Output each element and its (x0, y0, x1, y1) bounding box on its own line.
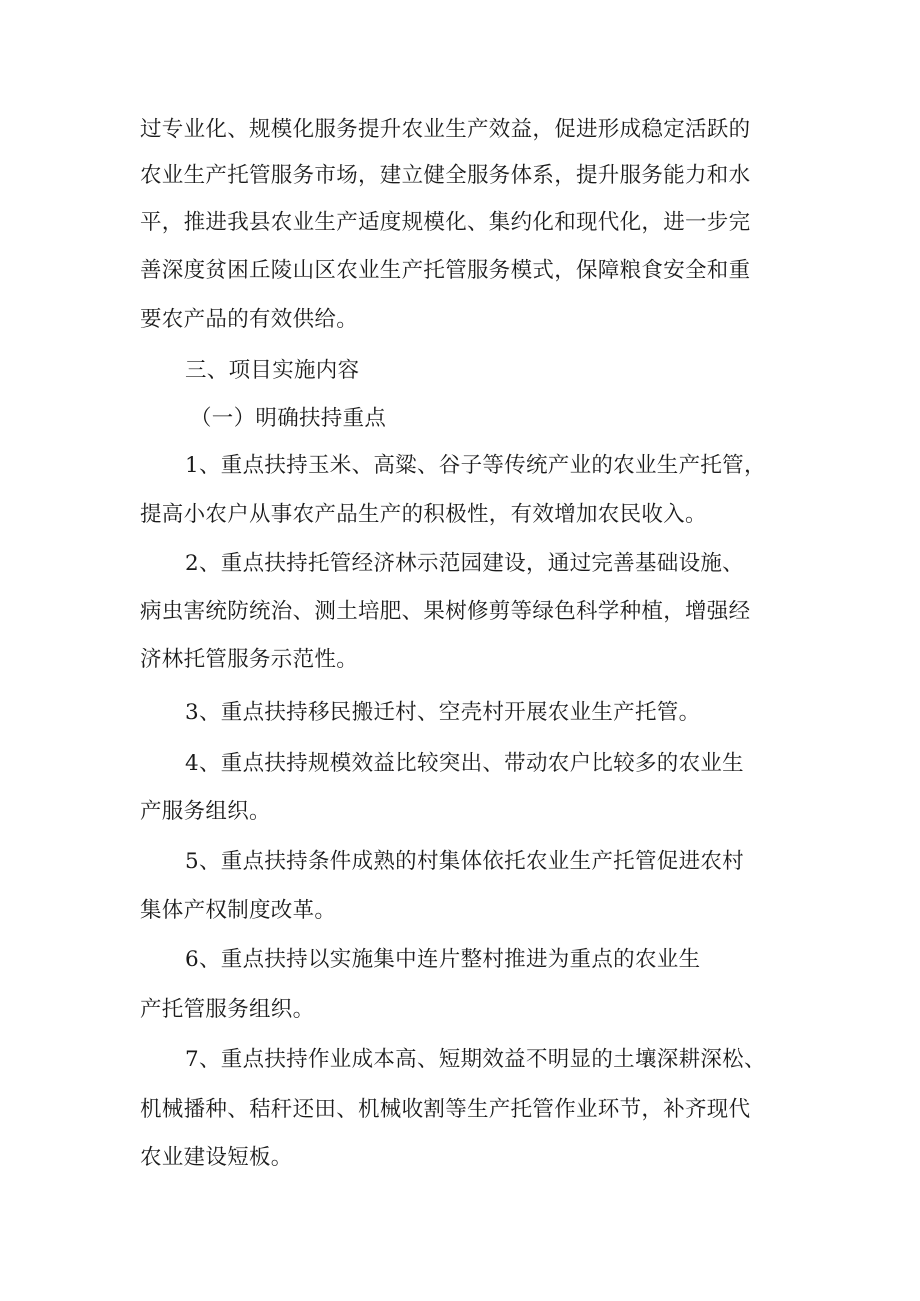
paragraph-line: 善深度贫困丘陵山区农业生产托管服务模式，保障粮食安全和重 (140, 258, 751, 283)
paragraph-line: 要农产品的有效供给。 (140, 307, 359, 332)
list-item: 2、重点扶持托管经济林示范园建设，通过完善基础设施、 (185, 551, 744, 576)
subsection-heading: （一）明确扶持重点 (190, 406, 387, 431)
list-item: 5、重点扶持条件成熟的村集体依托农业生产托管促进农村 (185, 849, 744, 874)
paragraph-line: 平，推进我县农业生产适度规模化、集约化和现代化，进一步完 (140, 210, 751, 235)
paragraph-line: 产托管服务组织。 (140, 997, 315, 1022)
paragraph-line: 提高小农户从事农产品生产的积极性，有效增加农民收入。 (140, 502, 707, 527)
list-item: 3、重点扶持移民搬迁村、空壳村开展农业生产托管。 (185, 700, 701, 725)
paragraph-line: 病虫害统防统治、测土培肥、果树修剪等绿色科学种植，增强经 (140, 599, 751, 624)
paragraph-line: 济林托管服务示范性。 (140, 647, 359, 672)
paragraph-line: 农业建设短板。 (140, 1145, 293, 1170)
paragraph-line: 机械播种、秸秆还田、机械收割等生产托管作业环节，补齐现代 (140, 1097, 751, 1122)
list-item: 6、重点扶持以实施集中连片整村推进为重点的农业生 (185, 947, 701, 972)
paragraph-line: 集体产权制度改革。 (140, 898, 337, 923)
paragraph-line: 农业生产托管服务市场，建立健全服务体系，提升服务能力和水 (140, 163, 751, 188)
paragraph-line: 产服务组织。 (140, 799, 271, 824)
paragraph-line: 过专业化、规模化服务提升农业生产效益，促进形成稳定活跃的 (140, 117, 751, 142)
list-item: 1、重点扶持玉米、高粱、谷子等传统产业的农业生产托管， (185, 453, 766, 478)
section-heading: 三、项目实施内容 (185, 358, 360, 383)
list-item: 7、重点扶持作业成本高、短期效益不明显的土壤深耕深松、 (185, 1047, 766, 1072)
list-item: 4、重点扶持规模效益比较突出、带动农户比较多的农业生 (185, 751, 744, 776)
